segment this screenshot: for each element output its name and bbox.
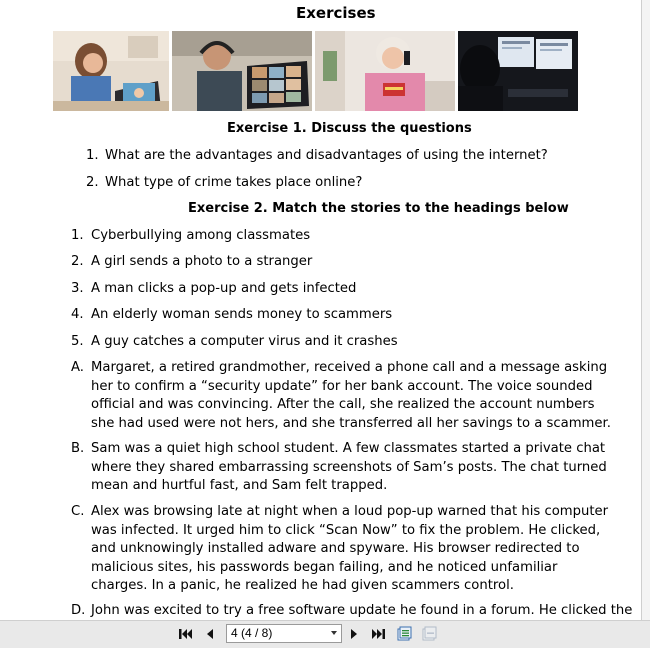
- document-title: Exercises: [296, 4, 376, 22]
- previous-page-button[interactable]: [203, 625, 217, 643]
- list-item-text: A guy catches a computer virus and it crashes: [91, 334, 398, 349]
- list-item-text: What are the advantages and disadvantages of using the internet?: [105, 148, 548, 163]
- list-item-text: What type of crime takes place online?: [105, 175, 363, 190]
- story-c: [71, 503, 616, 596]
- page-selector[interactable]: [226, 624, 342, 643]
- story-b: [71, 440, 616, 496]
- list-item-number: 3.: [71, 281, 84, 296]
- exercise-2-heading: Exercise 2. Match the stories to the headings below: [188, 201, 569, 216]
- last-page-button[interactable]: [370, 625, 386, 643]
- list-item-number: 5.: [71, 334, 84, 349]
- list-item-number: 4.: [71, 307, 84, 322]
- page-selector-value: 4 (4 / 8): [231, 626, 273, 640]
- story-text: Margaret, a retired grandmother, received a phone call and a message asking her to confirm a “security update” for her bank account. The voice sounded official and was convincing. After the call, she realized the account numbers she had used were not hers, and she transferred all her savings to a scammer.: [91, 360, 611, 431]
- list-item-text: An elderly woman sends money to scammers: [91, 307, 393, 322]
- previous-page-icon: [205, 628, 215, 640]
- zoom-in-button[interactable]: [396, 625, 414, 643]
- list-item-number: 1.: [86, 148, 99, 163]
- list-item-number: 2.: [71, 254, 84, 269]
- exercise-1-heading: Exercise 1. Discuss the questions: [227, 121, 472, 136]
- photo-girl-laptop-video-call: [53, 31, 169, 111]
- first-page-button[interactable]: [178, 625, 194, 643]
- zoom-in-icon: [397, 626, 413, 642]
- zoom-out-button[interactable]: [421, 625, 439, 643]
- zoom-out-icon: [422, 626, 438, 642]
- list-item-number: 2.: [86, 175, 99, 190]
- vertical-scrollbar[interactable]: [641, 0, 650, 620]
- viewer-toolbar: [0, 620, 650, 648]
- list-item-text: A girl sends a photo to a stranger: [91, 254, 313, 269]
- story-label: C.: [71, 504, 85, 519]
- last-page-icon: [371, 628, 385, 640]
- list-item-text: Cyberbullying among classmates: [91, 228, 311, 243]
- photo-elderly-woman-phone-card: [315, 31, 455, 111]
- story-text: John was excited to try a free software update he found in a forum. He clicked the: [91, 603, 633, 618]
- list-item-text: A man clicks a pop-up and gets infected: [91, 281, 357, 296]
- story-text: Sam was a quiet high school student. A few classmates started a private chat where they shared embarrassing screenshots of Sam’s posts. The chat turned mean and hurtful fast, and Sam felt trapped.: [91, 441, 607, 494]
- list-item-number: 1.: [71, 228, 84, 243]
- story-d: [71, 602, 633, 620]
- story-label: D.: [71, 603, 86, 618]
- story-a: [71, 359, 616, 433]
- story-text: Alex was browsing late at night when a loud pop-up warned that his computer was infected. It urged him to click “Scan Now” to fix the problem. He clicked, and unknowingly installed adware and spyware. His browser redirected to malicious sites, his passwords began failing, and he noticed unfamiliar charges. In a panic, he realized he had given scammers control.: [91, 504, 609, 594]
- story-label: B.: [71, 441, 85, 456]
- first-page-icon: [179, 628, 193, 640]
- story-label: A.: [71, 360, 84, 375]
- next-page-button[interactable]: [347, 625, 361, 643]
- chevron-down-icon: [331, 631, 337, 635]
- photo-hacker-monitors: [458, 31, 578, 111]
- next-page-icon: [349, 628, 359, 640]
- photo-man-headphones-video-conference: [172, 31, 312, 111]
